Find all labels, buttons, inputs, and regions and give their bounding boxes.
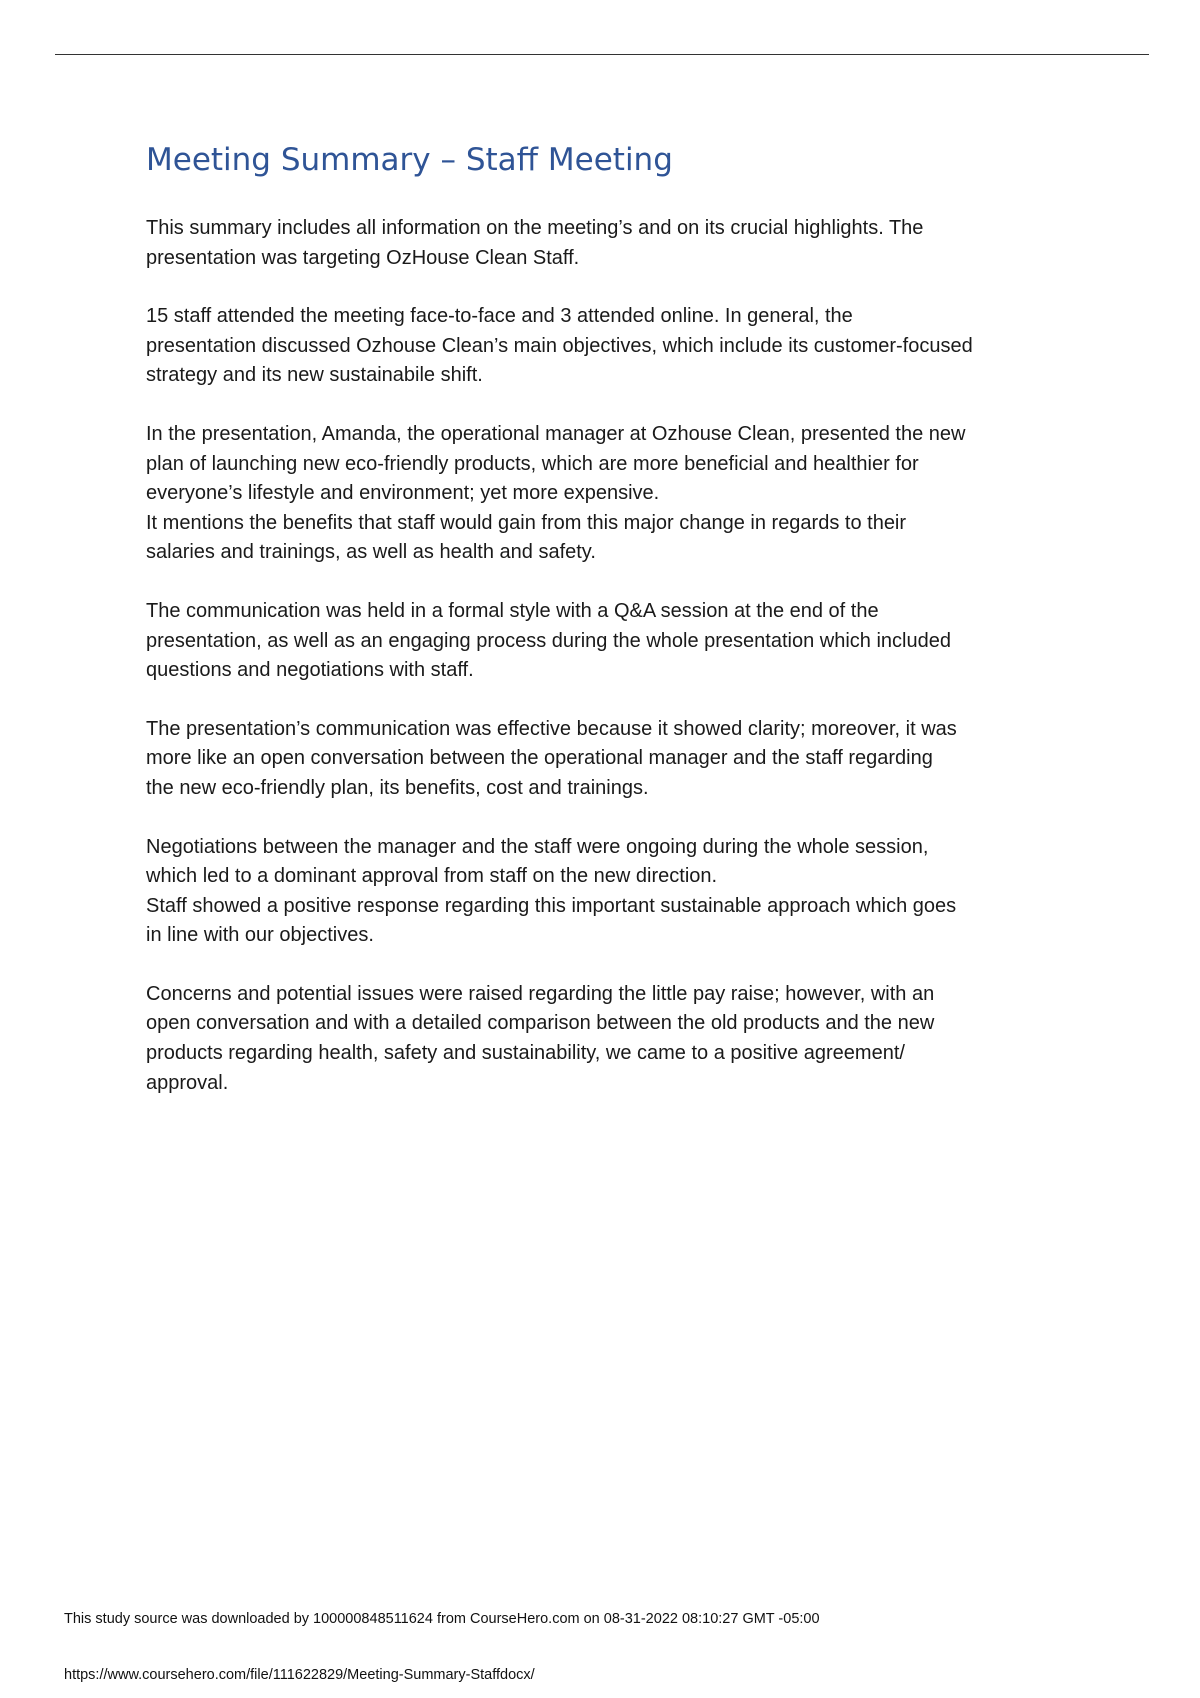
- footer-source-notice: This study source was downloaded by 100000848511624 from CourseHero.com on 08-31-2022 08:10:27 GMT -05:00: [64, 1611, 820, 1627]
- text-line: 15 staff attended the meeting face-to-face and 3 attended online. In general, the: [146, 305, 853, 328]
- document-body: [146, 214, 1076, 1127]
- paragraph-concerns: [146, 980, 1076, 1098]
- text-line: Negotiations between the manager and the staff were ongoing during the whole session,: [146, 835, 929, 858]
- header-divider: [55, 54, 1149, 55]
- text-line: which led to a dominant approval from staff on the new direction.: [146, 865, 718, 888]
- text-line: open conversation and with a detailed comparison between the old products and the new: [146, 1012, 935, 1035]
- text-line: The communication was held in a formal style with a Q&A session at the end of the: [146, 599, 879, 622]
- text-line: It mentions the benefits that staff would gain from this major change in regards to their: [146, 511, 907, 534]
- text-line: Staff showed a positive response regarding this important sustainable approach which goes: [146, 894, 957, 917]
- text-line: presentation was targeting OzHouse Clean Staff.: [146, 246, 580, 269]
- text-line: in line with our objectives.: [146, 924, 374, 947]
- text-line: salaries and trainings, as well as health and safety.: [146, 541, 596, 564]
- text-line: the new eco-friendly plan, its benefits, cost and trainings.: [146, 776, 649, 799]
- paragraph-negotiations: [146, 833, 1076, 951]
- text-line: presentation, as well as an engaging process during the whole presentation which included: [146, 629, 951, 652]
- text-line: Concerns and potential issues were raised regarding the little pay raise; however, with an: [146, 982, 935, 1005]
- paragraph-presentation-plan: [146, 420, 1076, 568]
- text-line: more like an open conversation between the operational manager and the staff regarding: [146, 747, 933, 770]
- footer-url-link[interactable]: https://www.coursehero.com/file/111622829/Meeting-Summary-Staffdocx/: [64, 1667, 535, 1683]
- text-line: strategy and its new sustainabile shift.: [146, 364, 483, 387]
- text-line: products regarding health, safety and sustainability, we came to a positive agreement/: [146, 1042, 905, 1065]
- text-line: In the presentation, Amanda, the operational manager at Ozhouse Clean, presented the new: [146, 422, 966, 445]
- text-line: questions and negotiations with staff.: [146, 659, 474, 682]
- text-line: everyone’s lifestyle and environment; yet more expensive.: [146, 482, 660, 505]
- text-line: approval.: [146, 1071, 229, 1094]
- document-title: Meeting Summary – Staff Meeting: [146, 142, 673, 178]
- paragraph-effectiveness: [146, 715, 1076, 804]
- text-line: This summary includes all information on the meeting’s and on its crucial highlights. The: [146, 217, 924, 239]
- paragraph-attendance: [146, 302, 1076, 391]
- text-line: plan of launching new eco-friendly products, which are more beneficial and healthier for: [146, 452, 919, 475]
- text-line: The presentation’s communication was effective because it showed clarity; moreover, it was: [146, 717, 957, 740]
- text-line: presentation discussed Ozhouse Clean’s main objectives, which include its customer-focused: [146, 334, 973, 357]
- paragraph-communication-style: [146, 597, 1076, 686]
- paragraph-summary-intro: [146, 214, 1076, 273]
